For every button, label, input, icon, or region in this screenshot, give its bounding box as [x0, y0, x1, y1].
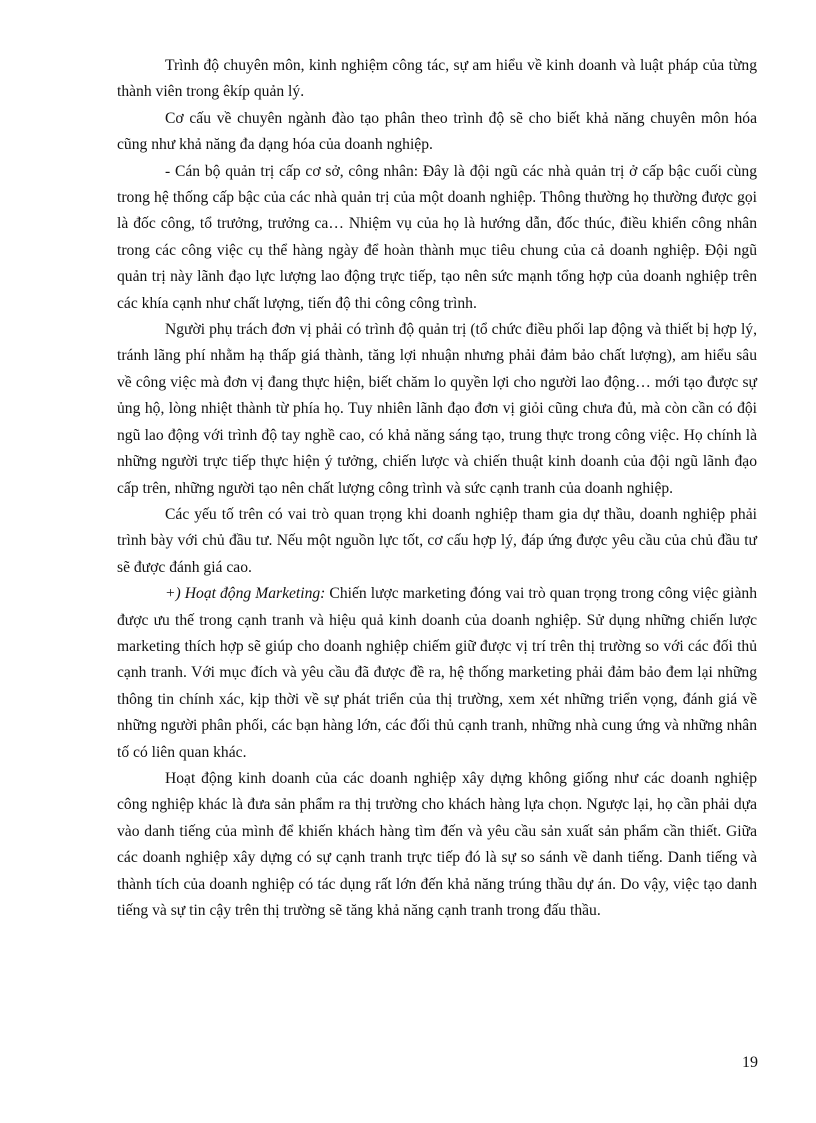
- paragraph-base-managers: - Cán bộ quản trị cấp cơ sở, công nhân: Đây là đội ngũ các nhà quản trị ở cấp bậc cuối cùng trong hệ thống cấp bậc của các nhà quản trị của một doanh nghiệp. Thông thường họ thường được gọi là đốc công, tổ trưởng, trưởng ca… Nhiệm vụ của họ là hướng dẫn, đốc thúc, điều khiển công nhân trong các công việc cụ thể hàng ngày để hoàn thành mục tiêu chung của cả doanh nghiệp. Đội ngũ quản trị này lãnh đạo lực lượng lao động trực tiếp, tạo nên sức mạnh tổng hợp của doanh nghiệp trên các khía cạnh như chất lượng, tiến độ thi công công trình.: [117, 162, 757, 312]
- marketing-body: Chiến lược marketing đóng vai trò quan trọng trong công việc giành được ưu thế trong cạnh tranh và hiệu quả kinh doanh của doanh nghiệp. Sử dụng những chiến lược marketing thích hợp sẽ giúp cho doanh nghiệp chiếm giữ được vị trí trên thị trường so với các đối thủ cạnh tranh. Với mục đích và yêu cầu đã được đề ra, hệ thống marketing phải đảm bảo đem lại những thông tin chính xác, kịp thời về sự phát triển của thị trường, xem xét những triển vọng, đánh giá về những người phân phối, các bạn hàng lớn, các đối thủ cạnh tranh, những nhà cung ứng và những nhân tố có liên quan khác.: [117, 585, 757, 761]
- paragraph-unit-leader: Người phụ trách đơn vị phải có trình độ quản trị (tổ chức điều phối lap động và thiết bị hợp lý, tránh lãng phí nhằm hạ thấp giá thành, tăng lợi nhuận nhưng phải đảm bảo chất lượng), am hiểu sâu về công việc mà đơn vị đang thực hiện, biết chăm lo quyền lợi cho người lao động… mới tạo được sự ủng hộ, lòng nhiệt thành từ phía họ. Tuy nhiên lãnh đạo đơn vị giỏi cũng chưa đủ, mà còn cần có đội ngũ lao động với trình độ tay nghề cao, có khả năng sáng tạo, trung thực trong công việc. Họ chính là những người trực tiếp thực hiện ý tưởng, chiến lược và chiến thuật kinh doanh của đội ngũ lãnh đạo cấp trên, những người tạo nên chất lượng công trình và sức cạnh tranh của doanh nghiệp.: [117, 321, 757, 497]
- paragraph-marketing: [117, 581, 757, 766]
- page-number: 19: [742, 1054, 758, 1071]
- paragraph-expertise: Trình độ chuyên môn, kinh nghiệm công tác, sự am hiểu về kinh doanh và luật pháp của từng thành viên trong êkíp quản lý.: [117, 57, 757, 101]
- document-page: [117, 53, 757, 924]
- marketing-heading: +) Hoạt động Marketing:: [165, 585, 326, 603]
- paragraph-bidding-factors: Các yếu tố trên có vai trò quan trọng khi doanh nghiệp tham gia dự thầu, doanh nghiệp phải trình bày với chủ đầu tư. Nếu một nguồn lực tốt, cơ cấu hợp lý, đáp ứng được yêu cầu của chủ đầu tư sẽ được đánh giá cao.: [117, 505, 757, 576]
- paragraph-training-structure: Cơ cấu về chuyên ngành đào tạo phân theo trình độ sẽ cho biết khả năng chuyên môn hóa cũng như khả năng đa dạng hóa của doanh nghiệp.: [117, 109, 757, 154]
- paragraph-reputation: Hoạt động kinh doanh của các doanh nghiệp xây dựng không giống như các doanh nghiệp công nghiệp khác là đưa sản phẩm ra thị trường cho khách hàng lựa chọn. Ngược lại, họ cần phải dựa vào danh tiếng của mình để khiến khách hàng tìm đến và yêu cầu sản xuất sản phẩm cần thiết. Giữa các doanh nghiệp xây dựng có sự cạnh tranh trực tiếp đó là sự so sánh về danh tiếng. Danh tiếng và thành tích của doanh nghiệp có tác dụng rất lớn đến khả năng trúng thầu dự án. Do vậy, việc tạo danh tiếng và sự tin cậy trên thị trường sẽ tăng khả năng cạnh tranh trong đấu thầu.: [117, 769, 757, 919]
